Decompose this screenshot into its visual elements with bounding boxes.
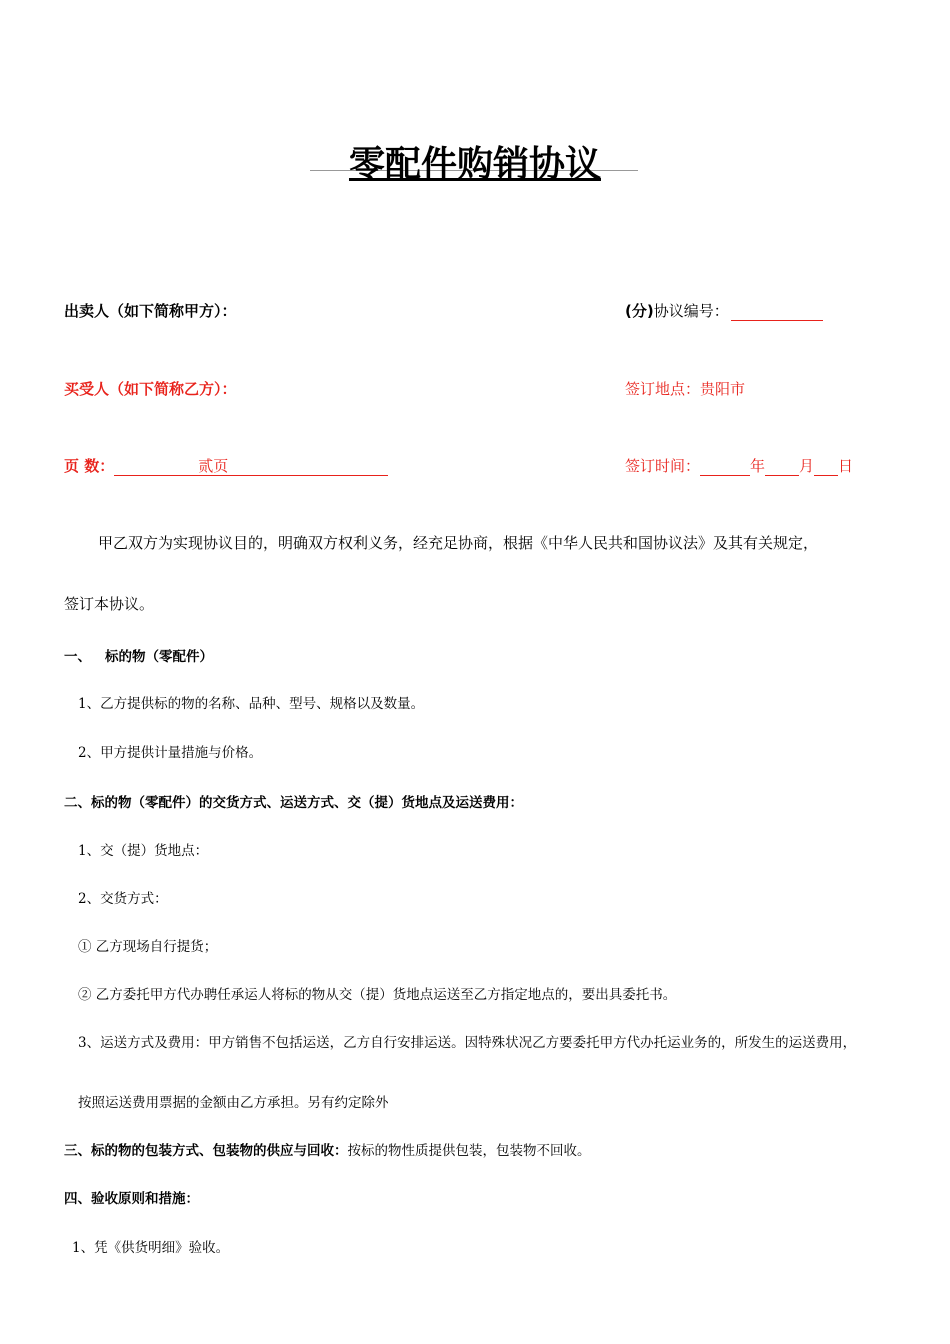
buyer-label: 买受人（如下简称乙方）：	[64, 380, 237, 398]
section-3-text: 按标的物性质提供包装，包装物不回收。	[347, 1143, 591, 1159]
section-2-option-1: ① 乙方现场自行提货；	[78, 939, 218, 955]
intro-line-1: 甲乙双方为实现协议目的，明确双方权利义务，经充足协商，根据《中华人民共和国协议法》及其有关规定，	[98, 534, 819, 552]
section-2-item-3-line-1: 3、运送方式及费用：甲方销售不包括运送，乙方自行安排运送。因特殊状况乙方要委托甲方代办托运业务的，所发生的运送费用，	[78, 1035, 857, 1051]
section-2-item-1: 1、交（提）货地点：	[78, 843, 209, 859]
section-3	[64, 1139, 591, 1159]
pages-row	[64, 455, 388, 476]
sign-time	[625, 455, 853, 476]
year-label: 年	[750, 457, 766, 475]
day-label: 日	[838, 457, 854, 475]
section-2-option-2: ② 乙方委托甲方代办聘任承运人将标的物从交（提）货地点运送至乙方指定地点的，要出具委托书。	[78, 987, 677, 1003]
section-1-item-1: 1、乙方提供标的物的名称、品种、型号、规格以及数量。	[78, 696, 425, 712]
pages-label: 页 数：	[64, 457, 115, 475]
section-1-title: 标的物（零配件）	[105, 649, 213, 665]
section-1-item-2: 2、甲方提供计量措施与价格。	[78, 745, 263, 761]
section-3-heading: 三、标的物的包装方式、包装物的供应与回收：	[64, 1143, 348, 1159]
intro-line-2: 签订本协议。	[64, 595, 155, 613]
document-title-wrap	[0, 136, 950, 187]
seller-label: 出卖人（如下简称甲方）：	[64, 302, 237, 320]
section-1-number: 一、	[64, 649, 91, 665]
agreement-no	[625, 300, 823, 321]
month-label: 月	[799, 457, 815, 475]
sign-place-value: 贵阳市	[700, 380, 746, 398]
sign-place-label: 签订地点：	[625, 380, 701, 398]
document-title: 零配件购销协议	[348, 144, 601, 185]
section-1-heading	[64, 645, 213, 665]
year-field[interactable]	[700, 459, 750, 476]
section-2-heading: 二、标的物（零配件）的交货方式、运送方式、交（提）货地点及运送费用：	[64, 795, 523, 811]
agreement-no-field[interactable]	[731, 304, 823, 321]
agreement-no-label: 协议编号：	[653, 302, 729, 320]
pages-blank-right	[228, 459, 388, 476]
section-4-heading: 四、验收原则和措施：	[64, 1191, 199, 1207]
section-2-item-3-line-2: 按照运送费用票据的金额由乙方承担。另有约定除外	[78, 1095, 389, 1111]
sign-time-label: 签订时间：	[625, 457, 701, 475]
day-field[interactable]	[814, 459, 838, 476]
section-2-item-2: 2、交货方式：	[78, 891, 168, 907]
month-field[interactable]	[765, 459, 799, 476]
sign-place	[625, 378, 745, 399]
pages-blank-left	[114, 459, 198, 476]
agreement-no-prefix: (分)	[625, 302, 654, 320]
pages-value: 贰页	[198, 457, 229, 475]
section-4-item-1: 1、凭《供货明细》验收。	[72, 1240, 230, 1256]
